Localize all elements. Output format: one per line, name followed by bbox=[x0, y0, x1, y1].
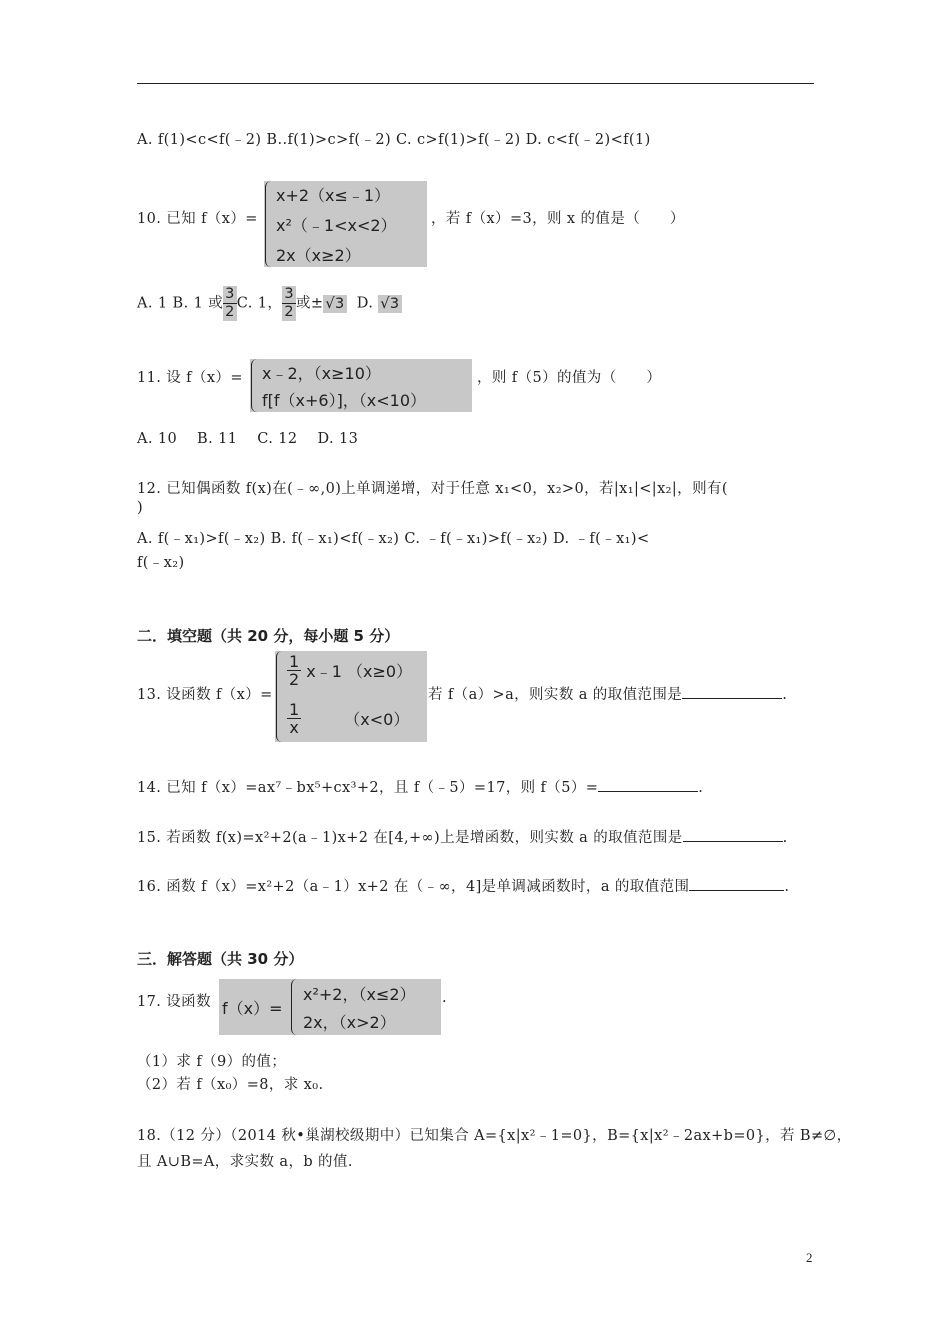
q17-case-1: x²+2，（x≤2） bbox=[303, 985, 416, 1004]
q10-frac-b bbox=[223, 286, 237, 321]
q10-case-2: x²（﹣1<x<2） bbox=[276, 216, 397, 235]
q12-options-end: f(﹣x₂) bbox=[137, 555, 185, 571]
q10-piecewise bbox=[264, 181, 427, 267]
q17-function-box bbox=[219, 979, 441, 1035]
q10-brace bbox=[265, 181, 275, 267]
q13-prefix: 13. 设函数 f（x）= bbox=[137, 687, 273, 703]
q13-suffix bbox=[428, 683, 787, 704]
q13-case-2 bbox=[287, 701, 409, 736]
q10-options bbox=[137, 286, 402, 321]
q15-answer-blank[interactable] bbox=[683, 841, 783, 842]
q10-sqrt3-d: √3 bbox=[380, 295, 400, 312]
q10-case-3: 2x（x≥2） bbox=[276, 246, 361, 265]
q13-piecewise bbox=[275, 651, 427, 742]
header-rule bbox=[137, 83, 814, 84]
q13-case-2-den: x bbox=[289, 718, 299, 737]
q14-period: . bbox=[698, 780, 704, 796]
q10-frac-b-num: 3 bbox=[225, 286, 235, 302]
q10-frac-c-num: 3 bbox=[284, 286, 294, 302]
q10-option-d: D. bbox=[356, 295, 374, 312]
q11-piecewise bbox=[250, 359, 472, 412]
q10-frac-b-den: 2 bbox=[225, 304, 235, 320]
q14 bbox=[137, 776, 703, 797]
q16 bbox=[137, 875, 789, 896]
q13-case-1-den: 2 bbox=[289, 670, 300, 689]
q14-question: 14. 已知 f（x）=ax⁷﹣bx⁵+cx³+2，且 f（﹣5）=17，则 f（5）= bbox=[137, 780, 599, 796]
q12-stem-end: ) bbox=[137, 500, 144, 516]
q10-frac-c-den: 2 bbox=[284, 304, 294, 320]
q14-answer-blank[interactable] bbox=[598, 791, 698, 792]
q16-question: 16. 函数 f（x）=x²+2（a﹣1）x+2 在（﹣∞，4]是单调减函数时，a 的取值范围 bbox=[137, 879, 690, 895]
q12-stem: 12. 已知偶函数 f(x)在(﹣∞,0)上单调递增，对于任意 x₁<0，x₂>0，若|x₁|<|x₂|，则有( bbox=[137, 481, 728, 497]
q11-case-1: x﹣2，（x≥10） bbox=[262, 364, 381, 383]
q17-prefix: 17. 设函数 bbox=[137, 994, 211, 1010]
q13-case-1-expr: x﹣1 （x≥0） bbox=[306, 662, 413, 681]
q13-case-1-num: 1 bbox=[289, 652, 300, 671]
q17-part-1: （1）求 f（9）的值； bbox=[137, 1054, 287, 1070]
q15-period: . bbox=[782, 830, 788, 846]
section-2-heading: 二．填空题（共 20 分，每小题 5 分） bbox=[137, 627, 400, 645]
q18-stem: 18.（12 分）（2014 秋•巢湖校级期中）已知集合 A={x|x²﹣1=0}，B={x|x²﹣2ax+b=0}，若 B≠∅， bbox=[137, 1128, 852, 1144]
q13-case-1-frac bbox=[287, 653, 301, 688]
q11-prefix: 11. 设 f（x）= bbox=[137, 370, 243, 386]
q17-case-2: 2x，（x>2） bbox=[303, 1013, 396, 1032]
q12-options: A. f(﹣x₁)>f(﹣x₂) B. f(﹣x₁)<f(﹣x₂) C. ﹣f(﹣x₁)>f(﹣x₂) D. ﹣f(﹣x₁)< bbox=[137, 531, 650, 547]
q13-case-2-num: 1 bbox=[289, 700, 300, 719]
q17-brace bbox=[291, 979, 301, 1035]
q11-case-2: f[f（x+6）]，（x<10） bbox=[262, 391, 427, 410]
q13-case-2-cond: （x<0） bbox=[344, 710, 410, 729]
q9-options: A. f(1)<c<f(﹣2) B..f(1)>c>f(﹣2) C. c>f(1)>f(﹣2) D. c<f(﹣2)<f(1) bbox=[137, 132, 651, 148]
q16-answer-blank[interactable] bbox=[689, 890, 784, 891]
q13-question: 若 f（a）>a，则实数 a 的取值范围是 bbox=[428, 687, 683, 703]
q11-options: A. 10 B. 11 C. 12 D. 13 bbox=[137, 431, 359, 447]
q15 bbox=[137, 826, 788, 847]
q17-fx: f（x）= bbox=[222, 999, 283, 1018]
q13-case-1 bbox=[287, 653, 412, 688]
q10-option-c: C. 1， bbox=[236, 295, 283, 312]
section-3-heading: 三．解答题（共 30 分） bbox=[137, 950, 304, 968]
q13-brace bbox=[276, 651, 286, 742]
q15-question: 15. 若函数 f(x)=x²+2(a﹣1)x+2 在[4,+∞)上是增函数，则实数 a 的取值范围是 bbox=[137, 830, 683, 846]
q13-case-2-frac bbox=[287, 701, 301, 736]
q11-brace bbox=[251, 359, 261, 412]
q10-sqrt3-c: √3 bbox=[325, 295, 345, 312]
q17-period: . bbox=[442, 990, 448, 1006]
q10-option-a-b: A. 1 B. 1 或 bbox=[137, 295, 224, 312]
q10-frac-c bbox=[282, 286, 296, 321]
q10-prefix: 10. 已知 f（x）= bbox=[137, 211, 258, 227]
q11-suffix: ，则 f（5）的值为（ ） bbox=[477, 370, 662, 386]
q17-part-2: （2）若 f（x₀）=8，求 x₀. bbox=[137, 1077, 324, 1093]
q16-period: . bbox=[784, 879, 790, 895]
q10-option-pm: 或± bbox=[295, 295, 324, 312]
q10-case-1: x+2（x≤﹣1） bbox=[276, 186, 391, 205]
page-number: 2 bbox=[806, 1250, 813, 1265]
q10-suffix: ，若 f（x）=3，则 x 的值是（ ） bbox=[431, 211, 685, 227]
q13-period: . bbox=[782, 687, 788, 703]
q13-answer-blank[interactable] bbox=[682, 698, 782, 699]
q18-stem-end: 且 A∪B=A，求实数 a，b 的值. bbox=[137, 1154, 353, 1170]
